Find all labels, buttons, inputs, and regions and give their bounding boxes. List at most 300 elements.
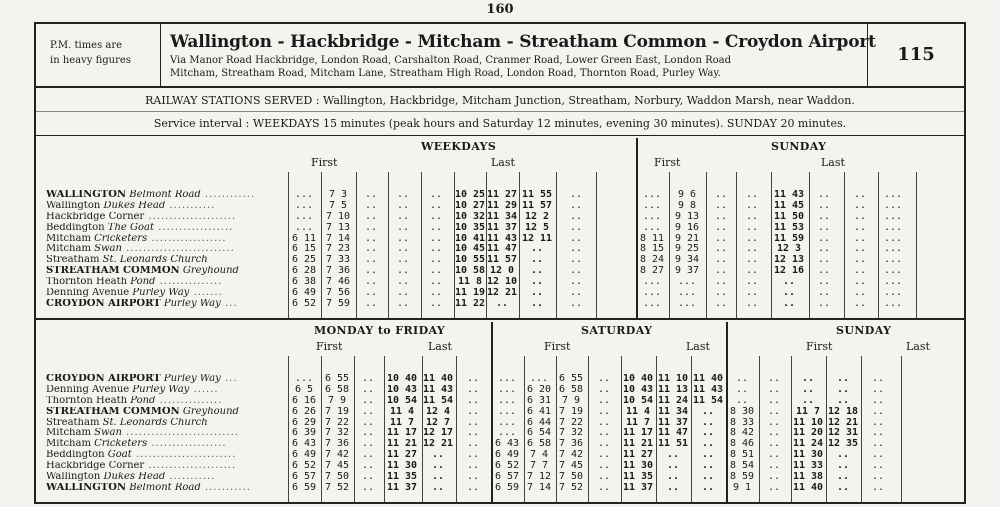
time-cell: .. bbox=[597, 405, 611, 417]
time-cell: 11 4 bbox=[389, 405, 415, 417]
time-cell: ... bbox=[497, 416, 517, 428]
stop-name: CROYDON AIRPORT bbox=[46, 298, 161, 309]
column-rule bbox=[916, 172, 917, 318]
time-cell: .. bbox=[767, 471, 781, 483]
time-cell: 11 47 bbox=[657, 427, 689, 439]
time-column bbox=[519, 190, 555, 310]
time-cell: .. bbox=[431, 449, 445, 461]
time-cell: .. bbox=[714, 189, 728, 200]
stop-name: Streatham bbox=[46, 255, 100, 266]
timetable-frame bbox=[34, 22, 966, 504]
time-cell: .. bbox=[361, 383, 375, 395]
time-cell: .. bbox=[817, 199, 831, 211]
time-cell: 11 17 bbox=[622, 427, 654, 439]
time-cell: 7 36 bbox=[324, 438, 350, 450]
time-column bbox=[486, 190, 518, 310]
time-cell: 6 54 bbox=[526, 427, 552, 439]
time-cell: 12 0 bbox=[489, 265, 515, 277]
time-cell: .. bbox=[364, 254, 378, 266]
time-cell: ... bbox=[883, 287, 903, 299]
time-cell: .. bbox=[701, 481, 715, 493]
leader-dots: ........................... bbox=[121, 428, 239, 439]
time-cell: 7 32 bbox=[558, 427, 584, 439]
time-column bbox=[321, 190, 355, 310]
time-cell: 12 7 bbox=[425, 416, 451, 428]
time-cell: .. bbox=[466, 383, 480, 395]
time-cell: 12 21 bbox=[827, 416, 859, 428]
column-rule bbox=[486, 172, 487, 318]
time-cell: ... bbox=[497, 405, 517, 417]
column-rule bbox=[384, 356, 385, 502]
stop-row bbox=[46, 234, 291, 245]
group-weekdays: WEEKDAYS bbox=[421, 140, 497, 153]
time-cell: 12 2 bbox=[524, 210, 550, 222]
time-cell: 11 37 bbox=[386, 481, 418, 493]
time-cell: 11 7 bbox=[795, 405, 821, 417]
time-cell: .. bbox=[853, 221, 867, 233]
time-cell: 11 21 bbox=[622, 438, 654, 450]
time-cell: .. bbox=[767, 460, 781, 472]
stop-detail: Swan bbox=[94, 244, 122, 255]
time-cell: .. bbox=[530, 254, 544, 266]
time-cell: .. bbox=[361, 438, 375, 450]
time-cell: .. bbox=[853, 189, 867, 200]
time-cell: 7 22 bbox=[324, 416, 350, 428]
time-column bbox=[454, 190, 486, 310]
service-interval: Service interval : WEEKDAYS 15 minutes (peak hours and Saturday 12 minutes, evening 30 minutes). SUNDAY 20 minutes. bbox=[36, 112, 964, 136]
time-cell: 6 29 bbox=[291, 416, 317, 428]
time-cell: .. bbox=[853, 297, 867, 309]
time-cell: 7 42 bbox=[558, 449, 584, 461]
time-cell: 10 40 bbox=[622, 373, 654, 384]
stop-row bbox=[46, 472, 291, 483]
time-cell: .. bbox=[361, 460, 375, 472]
time-cell: 9 1 bbox=[732, 481, 752, 493]
time-cell: .. bbox=[569, 199, 583, 211]
stop-name: STREATHAM COMMON bbox=[46, 406, 180, 417]
time-cell: 6 55 bbox=[324, 373, 350, 384]
time-cell: 11 22 bbox=[454, 297, 486, 309]
time-cell: .. bbox=[714, 232, 728, 244]
time-cell: .. bbox=[396, 221, 410, 233]
time-cell: ... bbox=[677, 297, 697, 309]
time-cell: .. bbox=[817, 254, 831, 266]
time-cell: .. bbox=[361, 405, 375, 417]
time-cell: .. bbox=[871, 394, 885, 406]
time-cell: .. bbox=[701, 405, 715, 417]
time-cell: 11 29 bbox=[486, 199, 518, 211]
time-cell: .. bbox=[364, 210, 378, 222]
time-cell: .. bbox=[569, 276, 583, 288]
time-column bbox=[771, 190, 807, 310]
time-cell: .. bbox=[569, 210, 583, 222]
stop-name: Denning Avenue bbox=[46, 288, 130, 299]
column-rule bbox=[809, 172, 810, 318]
time-cell: .. bbox=[431, 481, 445, 493]
time-cell: .. bbox=[396, 189, 410, 200]
time-cell: 11 51 bbox=[657, 438, 689, 450]
last-label: Last bbox=[906, 340, 930, 353]
time-cell: 7 13 bbox=[325, 221, 351, 233]
leader-dots: ........... bbox=[165, 200, 216, 211]
leader-dots: ..................... bbox=[144, 211, 237, 222]
column-rule bbox=[321, 356, 322, 502]
first-label: First bbox=[544, 340, 571, 353]
stop-detail: Cricketers bbox=[94, 233, 148, 244]
stop-name: Hackbridge Corner bbox=[46, 211, 145, 222]
time-column bbox=[636, 190, 668, 310]
time-cell: .. bbox=[714, 265, 728, 277]
stop-name: WALLINGTON bbox=[46, 190, 127, 200]
time-cell: .. bbox=[767, 383, 781, 395]
leader-dots: ............ bbox=[200, 190, 256, 200]
time-cell: .. bbox=[714, 221, 728, 233]
time-cell: .. bbox=[745, 199, 759, 211]
time-cell: 11 20 bbox=[792, 427, 824, 439]
time-cell: 6 15 bbox=[291, 243, 317, 255]
time-cell: 8 30 bbox=[729, 405, 755, 417]
time-cell: ... bbox=[883, 210, 903, 222]
time-cell: .. bbox=[745, 265, 759, 277]
time-cell: .. bbox=[429, 265, 443, 277]
column-rule bbox=[421, 172, 422, 318]
stop-name: WALLINGTON bbox=[46, 482, 127, 493]
time-cell: 11 43 bbox=[422, 383, 454, 395]
last-label: Last bbox=[428, 340, 452, 353]
time-cell: .. bbox=[817, 221, 831, 233]
stop-detail: Belmont Road bbox=[129, 190, 201, 200]
time-cell: 6 16 bbox=[291, 394, 317, 406]
time-cell: .. bbox=[429, 287, 443, 299]
time-cell: 7 52 bbox=[324, 481, 350, 493]
time-cell: .. bbox=[745, 254, 759, 266]
time-cell: ... bbox=[883, 199, 903, 211]
time-cell: 6 41 bbox=[526, 405, 552, 417]
column-rule bbox=[588, 356, 589, 502]
column-rule bbox=[288, 356, 289, 502]
time-cell: .. bbox=[530, 243, 544, 255]
pm-note bbox=[36, 24, 161, 86]
time-column bbox=[759, 374, 789, 494]
time-cell: .. bbox=[767, 438, 781, 450]
time-cell: .. bbox=[817, 243, 831, 255]
time-cell: .. bbox=[666, 449, 680, 461]
time-cell: .. bbox=[836, 481, 850, 493]
time-cell: ... bbox=[642, 199, 662, 211]
time-column bbox=[826, 374, 860, 494]
time-cell: 7 45 bbox=[324, 460, 350, 472]
time-cell: .. bbox=[871, 438, 885, 450]
time-cell: 8 54 bbox=[729, 460, 755, 472]
time-cell: .. bbox=[714, 287, 728, 299]
time-cell: .. bbox=[836, 471, 850, 483]
first-label: First bbox=[654, 156, 681, 169]
time-cell: ... bbox=[294, 221, 314, 233]
time-cell: 6 38 bbox=[291, 276, 317, 288]
time-column bbox=[384, 374, 420, 494]
time-column bbox=[388, 190, 418, 310]
time-cell: 6 59 bbox=[291, 481, 317, 493]
leader-dots: ... bbox=[220, 374, 238, 384]
group-sunday: SUNDAY bbox=[836, 324, 892, 337]
time-cell: 11 24 bbox=[657, 394, 689, 406]
time-cell: 7 19 bbox=[558, 405, 584, 417]
time-cell: 10 41 bbox=[454, 232, 486, 244]
stop-name: Denning Avenue bbox=[46, 384, 130, 395]
stop-name: CROYDON AIRPORT bbox=[46, 374, 161, 384]
stop-row bbox=[46, 244, 291, 255]
group-saturday: SATURDAY bbox=[581, 324, 653, 337]
column-rule bbox=[556, 172, 557, 318]
page-number: 160 bbox=[486, 2, 514, 17]
stop-row bbox=[46, 396, 291, 407]
time-cell: 11 21 bbox=[386, 438, 418, 450]
time-cell: 11 53 bbox=[773, 221, 805, 233]
time-cell: 10 43 bbox=[622, 383, 654, 395]
time-cell: .. bbox=[597, 481, 611, 493]
time-cell: .. bbox=[871, 471, 885, 483]
time-cell: .. bbox=[466, 427, 480, 439]
time-cell: .. bbox=[666, 460, 680, 472]
time-cell: .. bbox=[569, 232, 583, 244]
column-rule bbox=[691, 356, 692, 502]
time-cell: ... bbox=[529, 373, 549, 384]
column-rule bbox=[636, 138, 638, 318]
time-cell: 6 58 bbox=[324, 383, 350, 395]
time-cell: .. bbox=[714, 199, 728, 211]
time-cell: 12 31 bbox=[827, 427, 859, 439]
time-cell: 11 55 bbox=[521, 189, 553, 200]
stop-detail: Pond bbox=[130, 277, 156, 288]
time-cell: .. bbox=[701, 460, 715, 472]
stop-detail: St. Leonards Church bbox=[102, 255, 208, 266]
time-cell: 7 42 bbox=[324, 449, 350, 461]
time-cell: .. bbox=[569, 265, 583, 277]
time-cell: 7 32 bbox=[324, 427, 350, 439]
time-cell: 8 42 bbox=[729, 427, 755, 439]
column-rule bbox=[771, 172, 772, 318]
time-cell: 8 27 bbox=[639, 265, 665, 277]
column-rule bbox=[388, 172, 389, 318]
time-cell: .. bbox=[817, 297, 831, 309]
time-cell: 7 19 bbox=[324, 405, 350, 417]
time-cell: .. bbox=[714, 276, 728, 288]
time-cell: .. bbox=[871, 460, 885, 472]
time-cell: .. bbox=[801, 373, 815, 384]
stop-detail: Dukes Head bbox=[103, 472, 166, 483]
time-cell: 12 17 bbox=[422, 427, 454, 439]
column-rule bbox=[844, 172, 845, 318]
leader-dots: .................. bbox=[153, 222, 234, 233]
time-cell: 6 55 bbox=[558, 373, 584, 384]
time-cell: .. bbox=[714, 254, 728, 266]
time-cell: 9 6 bbox=[677, 189, 697, 200]
route-number: 115 bbox=[867, 24, 964, 86]
time-column bbox=[456, 374, 490, 494]
stop-row bbox=[46, 483, 291, 494]
time-cell: .. bbox=[817, 189, 831, 200]
column-rule bbox=[491, 322, 493, 502]
time-cell: .. bbox=[364, 199, 378, 211]
time-cell: 7 9 bbox=[327, 394, 347, 406]
time-cell: 8 11 bbox=[639, 232, 665, 244]
column-rule bbox=[878, 172, 879, 318]
time-cell: 12 11 bbox=[521, 232, 553, 244]
time-cell: .. bbox=[666, 471, 680, 483]
time-cell: .. bbox=[396, 265, 410, 277]
time-cell: 11 45 bbox=[773, 199, 805, 211]
time-cell: 9 13 bbox=[674, 210, 700, 222]
time-cell: .. bbox=[871, 405, 885, 417]
time-cell: 12 16 bbox=[773, 265, 805, 277]
stop-name: STREATHAM COMMON bbox=[46, 266, 180, 277]
stop-detail: Pond bbox=[130, 395, 156, 406]
time-cell: ... bbox=[497, 394, 517, 406]
time-cell: .. bbox=[817, 210, 831, 222]
stop-detail: Greyhound bbox=[182, 406, 239, 417]
time-cell: .. bbox=[429, 221, 443, 233]
time-column bbox=[621, 374, 655, 494]
time-cell: .. bbox=[597, 416, 611, 428]
time-cell: 10 40 bbox=[386, 373, 418, 384]
time-cell: .. bbox=[714, 243, 728, 255]
time-cell: 7 50 bbox=[324, 471, 350, 483]
time-cell: .. bbox=[466, 405, 480, 417]
time-cell: 11 34 bbox=[657, 405, 689, 417]
time-cell: .. bbox=[836, 449, 850, 461]
time-cell: .. bbox=[871, 383, 885, 395]
time-cell: 10 58 bbox=[454, 265, 486, 277]
time-cell: ... bbox=[642, 287, 662, 299]
time-cell: .. bbox=[396, 232, 410, 244]
column-rule bbox=[791, 356, 792, 502]
time-cell: 11 24 bbox=[792, 438, 824, 450]
time-cell: .. bbox=[836, 383, 850, 395]
time-cell: .. bbox=[853, 287, 867, 299]
stop-detail: Purley Way bbox=[132, 384, 190, 395]
time-cell: .. bbox=[745, 287, 759, 299]
time-cell: 6 25 bbox=[291, 254, 317, 266]
stop-name: Mitcham bbox=[46, 244, 91, 255]
time-cell: 11 13 bbox=[657, 383, 689, 395]
time-cell: 11 10 bbox=[657, 373, 689, 384]
time-cell: 11 40 bbox=[692, 373, 724, 384]
time-cell: 6 5 bbox=[294, 383, 314, 395]
time-column bbox=[491, 374, 523, 494]
time-cell: .. bbox=[666, 481, 680, 493]
time-cell: 11 40 bbox=[792, 481, 824, 493]
time-cell: .. bbox=[701, 438, 715, 450]
time-cell: .. bbox=[530, 276, 544, 288]
time-cell: .. bbox=[530, 297, 544, 309]
time-cell: .. bbox=[396, 210, 410, 222]
time-cell: 7 36 bbox=[325, 265, 351, 277]
time-cell: 7 22 bbox=[558, 416, 584, 428]
time-cell: 6 28 bbox=[291, 265, 317, 277]
stop-name: Thornton Heath bbox=[46, 277, 128, 288]
first-label: First bbox=[311, 156, 338, 169]
time-cell: 6 43 bbox=[291, 438, 317, 450]
time-column bbox=[736, 190, 768, 310]
stop-name: Hackbridge Corner bbox=[46, 461, 145, 472]
stop-row bbox=[46, 385, 291, 396]
time-cell: 11 37 bbox=[622, 481, 654, 493]
column-rule bbox=[519, 172, 520, 318]
stop-row bbox=[46, 428, 291, 439]
time-cell: .. bbox=[361, 373, 375, 384]
time-cell: 12 5 bbox=[524, 221, 550, 233]
time-cell: .. bbox=[569, 189, 583, 200]
leader-dots: ............... bbox=[155, 395, 223, 406]
time-cell: ... bbox=[642, 210, 662, 222]
stop-row bbox=[46, 266, 291, 277]
pm-note-line2: in heavy figures bbox=[50, 55, 131, 66]
time-cell: 6 49 bbox=[494, 449, 520, 461]
time-cell: 11 27 bbox=[386, 449, 418, 461]
time-cell: .. bbox=[817, 265, 831, 277]
time-cell: .. bbox=[597, 394, 611, 406]
route-description bbox=[162, 24, 876, 86]
time-cell: 6 52 bbox=[494, 460, 520, 472]
time-cell: .. bbox=[361, 471, 375, 483]
stop-detail: St. Leonards Church bbox=[102, 417, 208, 428]
time-cell: .. bbox=[361, 481, 375, 493]
time-column bbox=[656, 374, 690, 494]
time-cell: 6 11 bbox=[291, 232, 317, 244]
stop-name: Beddington bbox=[46, 222, 105, 233]
time-cell: .. bbox=[396, 243, 410, 255]
column-rule bbox=[669, 172, 670, 318]
time-cell: .. bbox=[569, 297, 583, 309]
time-cell: .. bbox=[735, 373, 749, 384]
time-cell: .. bbox=[364, 297, 378, 309]
time-cell: .. bbox=[853, 232, 867, 244]
stop-row bbox=[46, 418, 291, 429]
time-cell: .. bbox=[701, 427, 715, 439]
route-via-line1: Via Manor Road Hackbridge, London Road, Carshalton Road, Cranmer Road, Lower Green East, London Road bbox=[170, 55, 731, 66]
time-cell: .. bbox=[745, 221, 759, 233]
time-cell: 7 56 bbox=[325, 287, 351, 299]
time-cell: 7 46 bbox=[325, 276, 351, 288]
first-label: First bbox=[316, 340, 343, 353]
time-cell: 12 35 bbox=[827, 438, 859, 450]
time-cell: 11 8 bbox=[457, 276, 483, 288]
column-rule bbox=[861, 356, 862, 502]
time-cell: 6 57 bbox=[494, 471, 520, 483]
stop-name: Beddington bbox=[46, 450, 105, 461]
stop-name: Mitcham bbox=[46, 428, 91, 439]
time-cell: .. bbox=[466, 438, 480, 450]
stop-row bbox=[46, 223, 291, 234]
time-column bbox=[524, 374, 554, 494]
column-rule bbox=[901, 356, 902, 502]
time-column bbox=[288, 374, 320, 494]
column-rule bbox=[454, 172, 455, 318]
leader-dots: ... bbox=[220, 298, 238, 309]
stop-detail: Swan bbox=[94, 428, 122, 439]
time-cell: ... bbox=[642, 276, 662, 288]
time-cell: .. bbox=[853, 243, 867, 255]
time-cell: .. bbox=[597, 383, 611, 395]
stop-row bbox=[46, 288, 291, 299]
time-column bbox=[354, 374, 382, 494]
time-cell: 7 5 bbox=[328, 199, 348, 211]
time-cell: 10 55 bbox=[454, 254, 486, 266]
time-cell: .. bbox=[836, 373, 850, 384]
leader-dots: .......................... bbox=[121, 244, 235, 255]
time-cell: ... bbox=[294, 210, 314, 222]
time-cell: .. bbox=[745, 276, 759, 288]
